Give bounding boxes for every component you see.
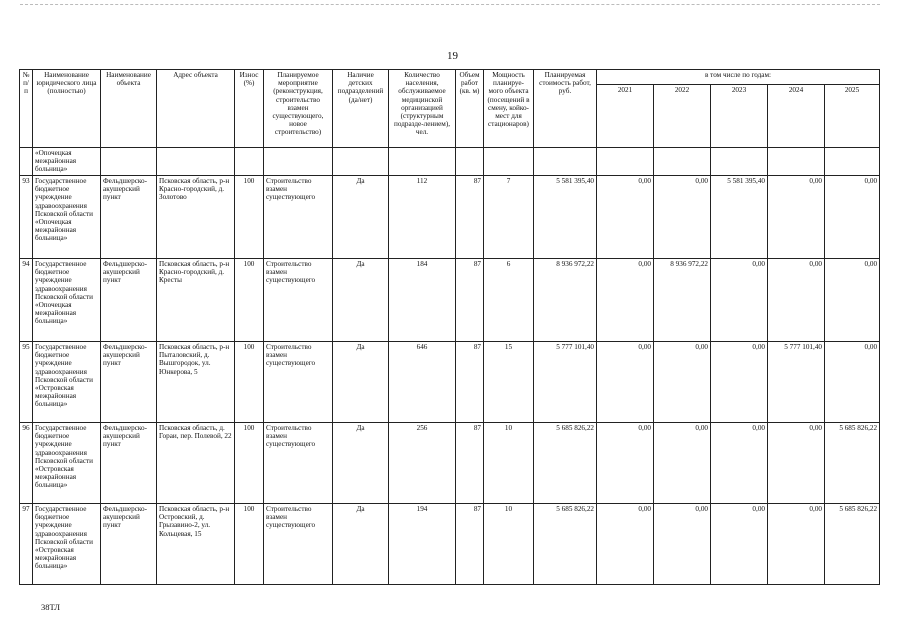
header-volume: Объем работ (кв. м) bbox=[456, 70, 484, 148]
cell-cost: 5 777 101,40 bbox=[534, 342, 597, 423]
page-number: 19 bbox=[447, 50, 458, 62]
cell-empty bbox=[101, 148, 157, 176]
cell-cost: 5 685 826,22 bbox=[534, 423, 597, 504]
cell-empty bbox=[235, 148, 264, 176]
cell-2025: 5 685 826,22 bbox=[825, 423, 880, 504]
cell-volume: 87 bbox=[456, 342, 484, 423]
cell-activity: Строительство взамен существующего bbox=[264, 504, 333, 585]
scan-top-edge bbox=[20, 4, 880, 5]
cell-2023: 5 581 395,40 bbox=[711, 176, 768, 259]
cell-2022: 8 936 972,22 bbox=[654, 259, 711, 342]
header-population: Количество населения, обслуживаемое медицинской организацией (структурным подразде-лением), чел. bbox=[389, 70, 456, 148]
cell-2023: 0,00 bbox=[711, 423, 768, 504]
cell-address: Псковская область, р-н Красно-городский, д. Золотово bbox=[157, 176, 235, 259]
cell-empty bbox=[768, 148, 825, 176]
cell-wear: 100 bbox=[235, 342, 264, 423]
cell-wear: 100 bbox=[235, 423, 264, 504]
cell-empty bbox=[597, 148, 654, 176]
header-legal-name: Наименование юридического лица (полностью) bbox=[33, 70, 101, 148]
cell-2023: 0,00 bbox=[711, 504, 768, 585]
cell-address: Псковская область, р-н Красно-городский, д. Кресты bbox=[157, 259, 235, 342]
header-child-units: Наличие детских подразделений (да/нет) bbox=[333, 70, 389, 148]
cell-empty bbox=[264, 148, 333, 176]
cell-empty bbox=[711, 148, 768, 176]
cell-capacity: 10 bbox=[484, 423, 534, 504]
cell-population: 184 bbox=[389, 259, 456, 342]
header-year-2025: 2025 bbox=[825, 85, 880, 148]
header-year-2024: 2024 bbox=[768, 85, 825, 148]
cell-wear: 100 bbox=[235, 504, 264, 585]
cell-population: 256 bbox=[389, 423, 456, 504]
cell-object-name: Фельдшерско-акушерский пункт bbox=[101, 342, 157, 423]
cell-2025: 0,00 bbox=[825, 176, 880, 259]
cell-population: 646 bbox=[389, 342, 456, 423]
cell-volume: 87 bbox=[456, 176, 484, 259]
cell-2022: 0,00 bbox=[654, 504, 711, 585]
table-row bbox=[20, 342, 880, 423]
cell-empty bbox=[825, 148, 880, 176]
cell-volume: 87 bbox=[456, 259, 484, 342]
cell-cost: 5 581 395,40 bbox=[534, 176, 597, 259]
cell-2024: 0,00 bbox=[768, 504, 825, 585]
cell-empty bbox=[654, 148, 711, 176]
header-by-years: в том числе по годам: bbox=[597, 70, 880, 85]
cell-2021: 0,00 bbox=[597, 504, 654, 585]
continuation-legal-name: «Опочецкая межрайонная больница» bbox=[33, 148, 101, 176]
table-row bbox=[20, 259, 880, 342]
header-object-name: Наименование объекта bbox=[101, 70, 157, 148]
cell-address: Псковская область, д. Гораи, пер. Полевой, 22 bbox=[157, 423, 235, 504]
investment-table bbox=[19, 69, 880, 585]
table-row bbox=[20, 423, 880, 504]
cell-population: 112 bbox=[389, 176, 456, 259]
header-year-2022: 2022 bbox=[654, 85, 711, 148]
cell-activity: Строительство взамен существующего bbox=[264, 423, 333, 504]
cell-object-name: Фельдшерско-акушерский пункт bbox=[101, 259, 157, 342]
cell-empty bbox=[389, 148, 456, 176]
cell-cost: 8 936 972,22 bbox=[534, 259, 597, 342]
header-activity: Планируемое мероприятие (реконструкция, строительство взамен существующего, новое строительство) bbox=[264, 70, 333, 148]
header-num: № п/п bbox=[20, 70, 33, 148]
header-year-2023: 2023 bbox=[711, 85, 768, 148]
cell-empty bbox=[333, 148, 389, 176]
cell-volume: 87 bbox=[456, 504, 484, 585]
cell-capacity: 15 bbox=[484, 342, 534, 423]
cell-legal-name: Государственное бюджетное учреждение здравоохранения Псковской области «Островская межрайонная больница» bbox=[33, 342, 101, 423]
cell-2025: 0,00 bbox=[825, 342, 880, 423]
cell-empty bbox=[157, 148, 235, 176]
cell-legal-name: Государственное бюджетное учреждение здравоохранения Псковской области «Островская межрайонная больница» bbox=[33, 504, 101, 585]
header-row bbox=[20, 70, 880, 85]
cell-2022: 0,00 bbox=[654, 423, 711, 504]
cell-2021: 0,00 bbox=[597, 342, 654, 423]
cell-2023: 0,00 bbox=[711, 342, 768, 423]
cell-2024: 0,00 bbox=[768, 259, 825, 342]
cell-2021: 0,00 bbox=[597, 176, 654, 259]
cell-wear: 100 bbox=[235, 259, 264, 342]
cell-empty bbox=[20, 148, 33, 176]
cell-wear: 100 bbox=[235, 176, 264, 259]
cell-2022: 0,00 bbox=[654, 176, 711, 259]
header-cost: Планируемая стоимость работ, руб. bbox=[534, 70, 597, 148]
cell-2024: 0,00 bbox=[768, 423, 825, 504]
cell-object-name: Фельдшерско-акушерский пункт bbox=[101, 504, 157, 585]
cell-2025: 5 685 826,22 bbox=[825, 504, 880, 585]
cell-address: Псковская область, р-н Островский, д. Грызавино-2, ул. Кольцевая, 15 bbox=[157, 504, 235, 585]
cell-legal-name: Государственное бюджетное учреждение здравоохранения Псковской области «Опочецкая межрайонная больница» bbox=[33, 259, 101, 342]
cell-legal-name: Государственное бюджетное учреждение здравоохранения Псковской области «Опочецкая межрайонная больница» bbox=[33, 176, 101, 259]
footer-code: 38ТЛ bbox=[41, 602, 61, 612]
cell-capacity: 10 bbox=[484, 504, 534, 585]
cell-capacity: 7 bbox=[484, 176, 534, 259]
cell-population: 194 bbox=[389, 504, 456, 585]
cell-2023: 0,00 bbox=[711, 259, 768, 342]
cell-child-units: Да bbox=[333, 423, 389, 504]
cell-object-name: Фельдшерско-акушерский пункт bbox=[101, 423, 157, 504]
cell-empty bbox=[484, 148, 534, 176]
cell-address: Псковская область, р-н Пыталовский, д. Вышгородок, ул. Юнкерова, 5 bbox=[157, 342, 235, 423]
cell-legal-name: Государственное бюджетное учреждение здравоохранения Псковской области «Островская межрайонная больница» bbox=[33, 423, 101, 504]
cell-num: 94 bbox=[20, 259, 33, 342]
cell-activity: Строительство взамен существующего bbox=[264, 176, 333, 259]
cell-activity: Строительство взамен существующего bbox=[264, 259, 333, 342]
cell-object-name: Фельдшерско-акушерский пункт bbox=[101, 176, 157, 259]
header-year-2021: 2021 bbox=[597, 85, 654, 148]
cell-2024: 0,00 bbox=[768, 176, 825, 259]
header-wear: Износ (%) bbox=[235, 70, 264, 148]
cell-volume: 87 bbox=[456, 423, 484, 504]
cell-activity: Строительство взамен существующего bbox=[264, 342, 333, 423]
cell-2021: 0,00 bbox=[597, 259, 654, 342]
continuation-row bbox=[20, 148, 880, 176]
cell-child-units: Да bbox=[333, 176, 389, 259]
header-capacity: Мощность планируе-мого объекта (посещений в смену, койко-мест для стационаров) bbox=[484, 70, 534, 148]
cell-empty bbox=[456, 148, 484, 176]
cell-2021: 0,00 bbox=[597, 423, 654, 504]
cell-2024: 5 777 101,40 bbox=[768, 342, 825, 423]
table-row bbox=[20, 504, 880, 585]
cell-child-units: Да bbox=[333, 342, 389, 423]
cell-capacity: 6 bbox=[484, 259, 534, 342]
cell-2022: 0,00 bbox=[654, 342, 711, 423]
cell-child-units: Да bbox=[333, 504, 389, 585]
cell-num: 93 bbox=[20, 176, 33, 259]
cell-num: 96 bbox=[20, 423, 33, 504]
table-row bbox=[20, 176, 880, 259]
cell-empty bbox=[534, 148, 597, 176]
cell-child-units: Да bbox=[333, 259, 389, 342]
cell-2025: 0,00 bbox=[825, 259, 880, 342]
cell-num: 97 bbox=[20, 504, 33, 585]
header-address: Адрес объекта bbox=[157, 70, 235, 148]
cell-cost: 5 685 826,22 bbox=[534, 504, 597, 585]
cell-num: 95 bbox=[20, 342, 33, 423]
